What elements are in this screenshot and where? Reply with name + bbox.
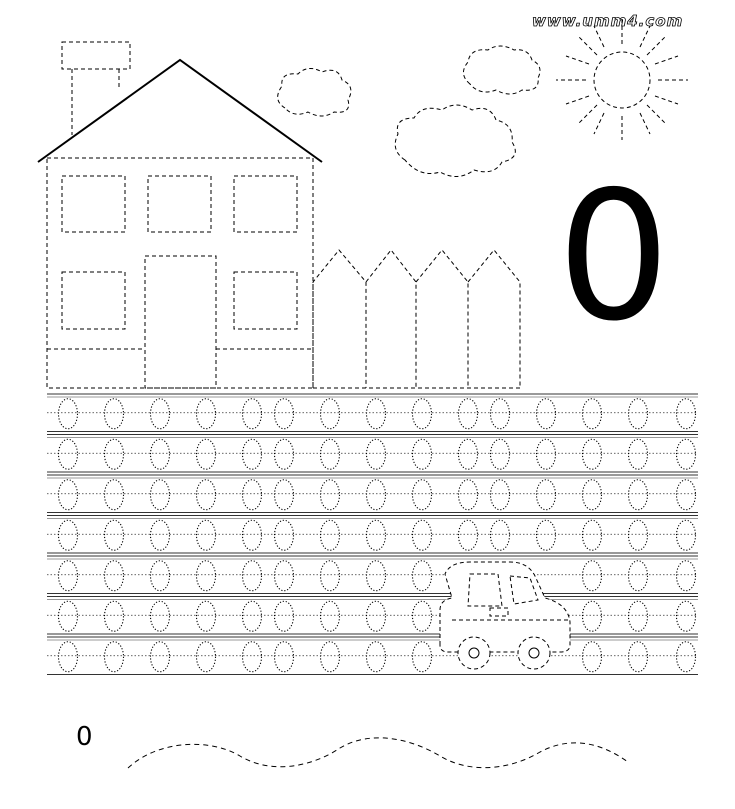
trace-zero: [59, 642, 78, 672]
trace-zero: [105, 520, 124, 550]
trace-zero: [151, 480, 170, 510]
trace-zero: [275, 480, 294, 510]
trace-zero: [677, 480, 696, 510]
trace-zero: [243, 480, 262, 510]
trace-zero: [151, 561, 170, 591]
tracing-lines: [47, 394, 698, 675]
trace-zero: [629, 439, 648, 469]
trace-zero: [367, 399, 386, 429]
trace-zero: [321, 399, 340, 429]
trace-zero: [151, 642, 170, 672]
trace-zero: [413, 480, 432, 510]
trace-zero: [197, 601, 216, 631]
trace-zero: [275, 399, 294, 429]
trace-zero: [583, 480, 602, 510]
trace-zero: [275, 642, 294, 672]
trace-zero: [151, 601, 170, 631]
trace-zero: [413, 520, 432, 550]
trace-zero: [537, 399, 556, 429]
trace-zero: [151, 399, 170, 429]
trace-zero: [59, 480, 78, 510]
trace-zero: [275, 520, 294, 550]
fence-icon: [313, 250, 520, 388]
trace-zero: [367, 520, 386, 550]
trace-zero: [59, 520, 78, 550]
trace-zero: [413, 642, 432, 672]
trace-zero: [59, 439, 78, 469]
trace-zero: [583, 399, 602, 429]
trace-zero: [243, 520, 262, 550]
house-icon: [38, 60, 322, 388]
trace-zero: [583, 561, 602, 591]
trace-zero: [367, 561, 386, 591]
trace-zero: [243, 601, 262, 631]
trace-zero: [243, 399, 262, 429]
trace-zero: [59, 399, 78, 429]
trace-zero: [243, 642, 262, 672]
trace-zero: [105, 399, 124, 429]
trace-zero: [321, 601, 340, 631]
trace-zero: [105, 480, 124, 510]
trace-zero: [105, 601, 124, 631]
trace-zero: [197, 561, 216, 591]
trace-zero: [275, 561, 294, 591]
trace-zero: [677, 439, 696, 469]
trace-zero: [629, 601, 648, 631]
trace-zero: [583, 439, 602, 469]
tracing-zeros: [59, 399, 696, 672]
cloud-icon: [463, 46, 540, 94]
trace-zero: [197, 439, 216, 469]
trace-zero: [321, 561, 340, 591]
trace-zero: [197, 480, 216, 510]
trace-zero: [413, 601, 432, 631]
trace-zero: [629, 642, 648, 672]
trace-zero: [537, 480, 556, 510]
trace-zero: [59, 561, 78, 591]
wavy-line-icon: [128, 738, 628, 768]
trace-zero: [367, 601, 386, 631]
trace-zero: [321, 642, 340, 672]
trace-zero: [583, 601, 602, 631]
trace-zero: [105, 439, 124, 469]
trace-zero: [629, 561, 648, 591]
trace-zero: [629, 399, 648, 429]
trace-zero: [275, 601, 294, 631]
trace-zero: [459, 480, 478, 510]
trace-zero: [413, 439, 432, 469]
trace-zero: [537, 439, 556, 469]
trace-zero: [197, 399, 216, 429]
trace-zero: [459, 399, 478, 429]
cloud-icon: [278, 68, 351, 116]
trace-zero: [629, 480, 648, 510]
trace-zero: [243, 561, 262, 591]
trace-zero: [243, 439, 262, 469]
trace-zero: [367, 642, 386, 672]
trace-zero: [321, 439, 340, 469]
trace-zero: [677, 520, 696, 550]
trace-zero: [151, 439, 170, 469]
trace-zero: [321, 520, 340, 550]
trace-zero: [197, 520, 216, 550]
trace-zero: [197, 642, 216, 672]
trace-zero: [413, 399, 432, 429]
trace-zero: [629, 520, 648, 550]
trace-zero: [677, 601, 696, 631]
trace-zero: [459, 520, 478, 550]
trace-zero: [583, 642, 602, 672]
trace-zero: [459, 439, 478, 469]
trace-zero: [677, 399, 696, 429]
trace-zero: [413, 561, 432, 591]
watermark-text: www.umm4.com: [532, 12, 684, 30]
trace-zero: [491, 439, 510, 469]
small-letter: 0: [76, 722, 93, 752]
trace-zero: [151, 520, 170, 550]
trace-zero: [491, 520, 510, 550]
cloud-icon: [395, 105, 515, 177]
trace-zero: [321, 480, 340, 510]
sun-icon: [556, 20, 688, 140]
trace-zero: [367, 480, 386, 510]
trace-zero: [105, 561, 124, 591]
trace-zero: [677, 561, 696, 591]
trace-zero: [367, 439, 386, 469]
trace-zero: [491, 480, 510, 510]
large-letter: 0: [557, 153, 671, 360]
trace-zero: [105, 642, 124, 672]
car-icon: [440, 562, 570, 669]
trace-zero: [59, 601, 78, 631]
trace-zero: [491, 399, 510, 429]
trace-zero: [583, 520, 602, 550]
trace-zero: [275, 439, 294, 469]
trace-zero: [537, 520, 556, 550]
trace-zero: [677, 642, 696, 672]
